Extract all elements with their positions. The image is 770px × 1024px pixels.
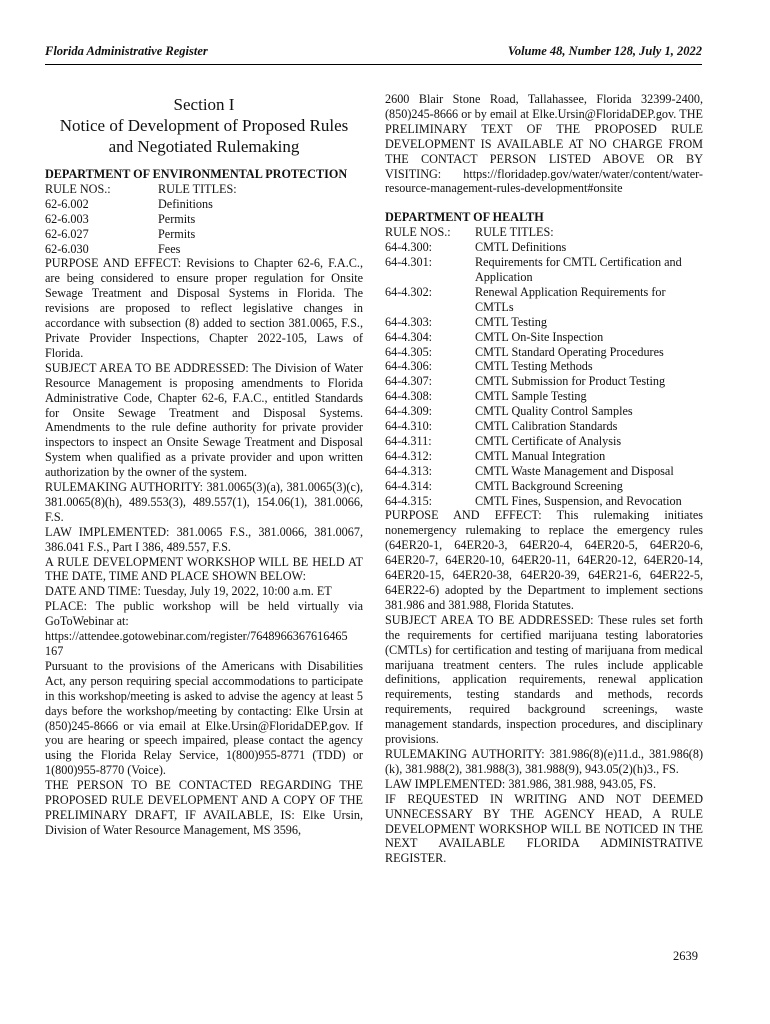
rule-row: 64-4.307: CMTL Submission for Product Testing (385, 374, 666, 389)
rule-row: 64-4.308: CMTL Sample Testing (385, 389, 587, 404)
rule-row: 62-6.027 Permits (45, 226, 196, 241)
date-paragraph: DATE AND TIME: Tuesday, July 19, 2022, 10:00 a.m. ET (45, 584, 332, 599)
purpose-paragraph: PURPOSE AND EFFECT: This rulemaking initiates nonemergency rulemaking to replace the emergency rules (64ER20-1, 64ER20-3, 64ER20-4, 64ER20-5, 64ER20-6, 64ER20-7, 64ER20-10, 64ER20-11, 64ER20-12, 64ER20-14, 64ER20-15, 64ER20-38, 64ER20-39, 64ER21-6, 64ER22-5, 64ER22-6) adopted by the Department to implement sections 381.986 and 381.988, Florida Statutes. (385, 508, 703, 612)
rule-row: 64-4.313: CMTL Waste Management and Disposal (385, 463, 674, 478)
rule-row: 64-4.309: CMTL Quality Control Samples (385, 404, 633, 419)
left-column (45, 92, 363, 838)
workshop-paragraph: A RULE DEVELOPMENT WORKSHOP WILL BE HELD AT THE DATE, TIME AND PLACE SHOWN BELOW: (45, 554, 363, 584)
rule-row: 62-6.002 Definitions (45, 196, 213, 211)
right-column (385, 92, 703, 866)
ada-paragraph: Pursuant to the provisions of the Americans with Disabilities Act, any person requiring special accommodations to participate in this workshop/meeting is asked to advise the agency at least 5 days before the workshop/meeting by contacting: Elke Ursin at (850)245-8666 or via email at Elke.Ursin@FloridaDEP.gov. If you are hearing or speech impaired, please contact the agency using the Florida Relay Service, 1(800)955-8771 (TDD) or 1(800)955-8770 (Voice). (45, 658, 363, 778)
rule-row: 62-6.030 Fees (45, 241, 181, 256)
webinar-link[interactable]: https://attendee.gotowebinar.com/register/7648966367616465 (45, 629, 348, 644)
subject-paragraph: SUBJECT AREA TO BE ADDRESSED: These rules set forth the requirements for certified marijuana testing laboratories (CMTLs) for certification and testing of marijuana from medical marijuana treatment centers. The rules include applicable definitions, application requirements, renewal application requirements, testing standards and methods, records requirements, required background screenings, waste management standards, inspection procedures, and disciplinary provisions. (385, 612, 703, 747)
law-paragraph: LAW IMPLEMENTED: 381.986, 381.988, 943.05, FS. (385, 776, 656, 791)
rule-row: 64-4.310: CMTL Calibration Standards (385, 419, 618, 434)
section-subtitle-2: and Negotiated Rulemaking (108, 137, 300, 156)
contact-paragraph-cont: 2600 Blair Stone Road, Tallahassee, Florida 32399-2400, (850)245-8666 or by email at Elke.Ursin@FloridaDEP.gov. THE PRELIMINARY TEXT OF THE PROPOSED RULE DEVELOPMENT IS AVAILABLE AT NO CHARGE FROM THE CONTACT PERSON LISTED ABOVE OR BY VISITING: https://floridadep.gov/water/water/content/water-resource-management-rules-development#onsite (385, 92, 703, 196)
webinar-link-cont[interactable]: 167 (45, 644, 64, 658)
department-name: DEPARTMENT OF HEALTH (385, 210, 544, 225)
section-title: Section I (173, 95, 235, 114)
subject-paragraph: SUBJECT AREA TO BE ADDRESSED: The Division of Water Resource Management is proposing amendments to Florida Administrative Code, Chapter 62-6, F.A.C., entitled Standards for Onsite Sewage Treatment and Disposal Systems. Amendments to the rule define authority for private provider inspectors to inspect an Onsite Sewage Treatment and Disposal System when qualified as a private provider and upon written authorization by the owner of the system. (45, 360, 363, 480)
rule-table-header: RULE NOS.: RULE TITLES: (45, 181, 237, 196)
rule-row: 64-4.300: CMTL Definitions (385, 240, 567, 255)
rule-row: 64-4.306: CMTL Testing Methods (385, 359, 593, 374)
contact-paragraph: THE PERSON TO BE CONTACTED REGARDING THE PROPOSED RULE DEVELOPMENT AND A COPY OF THE PRELIMINARY DRAFT, IF AVAILABLE, IS: Elke Ursin, Division of Water Resource Management, MS 3596, (45, 778, 363, 837)
header-publication: Florida Administrative Register (45, 44, 208, 58)
header-rule (45, 64, 702, 65)
page-number: 2639 (673, 949, 698, 963)
authority-paragraph: RULEMAKING AUTHORITY: 381.0065(3)(a), 381.0065(3)(c), 381.0065(8)(h), 489.553(3), 489.557(1), 154.06(1), 381.0066, F.S. (45, 480, 363, 524)
place-paragraph: PLACE: The public workshop will be held virtually via GoToWebinar at: (45, 599, 363, 629)
workshop-paragraph: IF REQUESTED IN WRITING AND NOT DEEMED UNNECESSARY BY THE AGENCY HEAD, A RULE DEVELOPMENT WORKSHOP WILL BE NOTICED IN THE NEXT AVAILABLE FLORIDA ADMINISTRATIVE REGISTER. (385, 791, 703, 866)
section-heading (45, 92, 363, 157)
running-header (45, 44, 702, 62)
rule-row: 64-4.312: CMTL Manual Integration (385, 448, 606, 463)
rule-row: 64-4.303: CMTL Testing (385, 314, 547, 329)
rule-row: 64-4.304: CMTL On-Site Inspection (385, 329, 604, 344)
law-paragraph: LAW IMPLEMENTED: 381.0065 F.S., 381.0066, 381.0067, 386.041 F.S., Part I 386, 489.557, F.S. (45, 524, 363, 554)
rule-row: 64-4.301: Requirements for CMTL Certification and Application (385, 255, 682, 284)
rule-table-header: RULE NOS.: RULE TITLES: (385, 225, 554, 240)
rule-row: 64-4.305: CMTL Standard Operating Procedures (385, 344, 664, 359)
rule-row: 64-4.315: CMTL Fines, Suspension, and Revocation (385, 493, 682, 508)
purpose-paragraph: PURPOSE AND EFFECT: Revisions to Chapter 62-6, F.A.C., are being considered to ensure proper regulation for Onsite Sewage Treatment and Disposal Systems in Florida. The revisions are proposed to reflect legislative changes in accordance with subsection (8) added to section 381.0065, F.S., Private Provider Inspections, Chapter 2022-105, Laws of Florida. (45, 256, 363, 360)
rule-row: 62-6.003 Permits (45, 211, 196, 226)
header-volume: Volume 48, Number 128, July 1, 2022 (507, 44, 702, 58)
rule-row: 64-4.314: CMTL Background Screening (385, 478, 623, 493)
section-subtitle-1: Notice of Development of Proposed Rules (59, 116, 349, 135)
department-name: DEPARTMENT OF ENVIRONMENTAL PROTECTION (45, 167, 348, 181)
rule-row: 64-4.302: Renewal Application Requirements for CMTLs (385, 284, 666, 314)
authority-paragraph: RULEMAKING AUTHORITY: 381.986(8)(e)11.d., 381.986(8)(k), 381.988(2), 381.988(3), 381.988(9), 943.05(2)(h)3., FS. (385, 746, 703, 776)
rule-row: 64-4.311: CMTL Certificate of Analysis (385, 433, 622, 448)
